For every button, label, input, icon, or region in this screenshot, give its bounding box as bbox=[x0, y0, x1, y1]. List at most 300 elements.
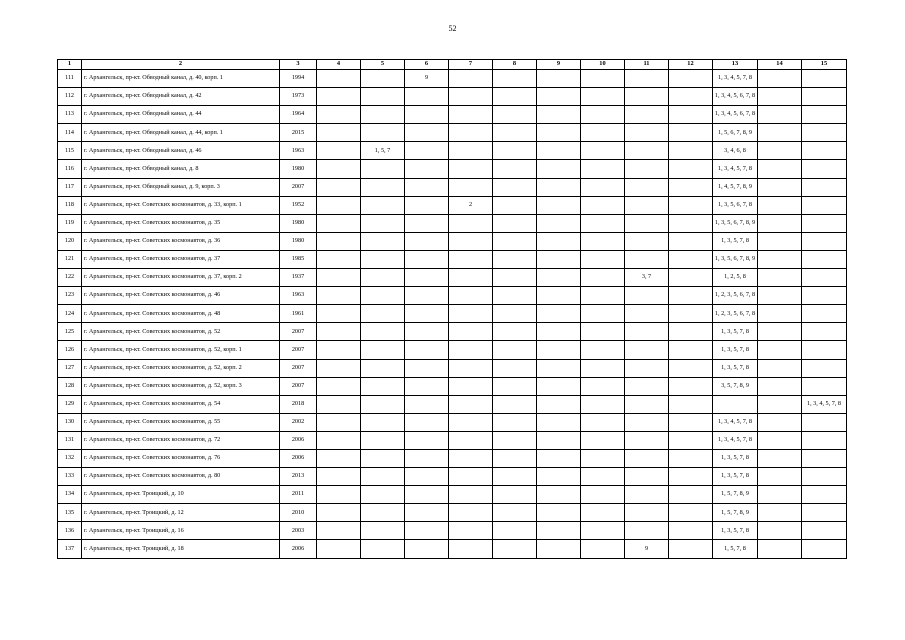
table-cell bbox=[625, 160, 669, 178]
table-cell bbox=[449, 88, 493, 106]
table-cell bbox=[758, 504, 802, 522]
table-cell bbox=[317, 341, 361, 359]
table-cell bbox=[405, 522, 449, 540]
table-cell: 3, 4, 6, 8 bbox=[713, 142, 758, 160]
table-cell bbox=[317, 214, 361, 232]
address-cell: г. Архангельск, пр-кт. Обводный канал, д. 44, корп. 1 bbox=[82, 124, 280, 142]
table-cell bbox=[449, 142, 493, 160]
header-row bbox=[58, 60, 847, 70]
table-cell bbox=[449, 522, 493, 540]
table-cell bbox=[493, 250, 537, 268]
table-cell bbox=[669, 395, 713, 413]
year-cell: 2007 bbox=[280, 323, 317, 341]
table-cell bbox=[361, 449, 405, 467]
table-cell bbox=[802, 287, 847, 305]
table-cell bbox=[493, 124, 537, 142]
table-cell bbox=[758, 413, 802, 431]
table-cell bbox=[625, 504, 669, 522]
table-cell bbox=[361, 269, 405, 287]
table-cell bbox=[449, 70, 493, 88]
table-cell bbox=[405, 124, 449, 142]
table-body bbox=[58, 70, 847, 559]
table-cell bbox=[537, 287, 581, 305]
table-row bbox=[58, 395, 847, 413]
table-cell bbox=[802, 232, 847, 250]
table-cell bbox=[537, 88, 581, 106]
year-cell: 1985 bbox=[280, 250, 317, 268]
table-cell bbox=[758, 395, 802, 413]
address-cell: г. Архангельск, пр-кт. Троицкий, д. 12 bbox=[82, 504, 280, 522]
table-cell bbox=[625, 250, 669, 268]
table-cell bbox=[625, 70, 669, 88]
row-number-cell: 136 bbox=[58, 522, 82, 540]
table-cell bbox=[537, 341, 581, 359]
table-cell: 1, 3, 4, 5, 6, 7, 8 bbox=[713, 106, 758, 124]
row-number-cell: 115 bbox=[58, 142, 82, 160]
table-cell bbox=[669, 413, 713, 431]
year-cell: 1973 bbox=[280, 88, 317, 106]
table-row bbox=[58, 287, 847, 305]
row-number-cell: 134 bbox=[58, 486, 82, 504]
table-cell bbox=[537, 178, 581, 196]
address-cell: г. Архангельск, пр-кт. Советских космонавтов, д. 54 bbox=[82, 395, 280, 413]
table-cell bbox=[625, 395, 669, 413]
address-cell: г. Архангельск, пр-кт. Обводный канал, д. 42 bbox=[82, 88, 280, 106]
table-cell: 1, 3, 5, 7, 8 bbox=[713, 468, 758, 486]
table-cell bbox=[802, 178, 847, 196]
address-cell: г. Архангельск, пр-кт. Троицкий, д. 16 bbox=[82, 522, 280, 540]
table-cell bbox=[581, 449, 625, 467]
address-cell: г. Архангельск, пр-кт. Советских космонавтов, д. 52, корп. 1 bbox=[82, 341, 280, 359]
table-cell bbox=[537, 504, 581, 522]
table-cell bbox=[537, 377, 581, 395]
table-row bbox=[58, 449, 847, 467]
table-cell bbox=[537, 214, 581, 232]
table-cell: 1, 2, 3, 5, 6, 7, 8 bbox=[713, 305, 758, 323]
table-cell bbox=[802, 124, 847, 142]
table-row bbox=[58, 142, 847, 160]
table-cell bbox=[405, 287, 449, 305]
table-cell bbox=[758, 522, 802, 540]
table-cell bbox=[802, 250, 847, 268]
table-cell bbox=[361, 395, 405, 413]
year-cell: 1952 bbox=[280, 196, 317, 214]
year-cell: 2007 bbox=[280, 178, 317, 196]
row-number-cell: 111 bbox=[58, 70, 82, 88]
table-cell: 1, 3, 5, 6, 7, 8 bbox=[713, 196, 758, 214]
table-cell bbox=[317, 124, 361, 142]
table-cell bbox=[317, 449, 361, 467]
row-number-cell: 116 bbox=[58, 160, 82, 178]
table-cell bbox=[581, 341, 625, 359]
table-cell bbox=[625, 232, 669, 250]
table-cell bbox=[669, 431, 713, 449]
table-cell bbox=[405, 504, 449, 522]
address-cell: г. Архангельск, пр-кт. Обводный канал, д. 44 bbox=[82, 106, 280, 124]
table-cell bbox=[317, 106, 361, 124]
table-cell bbox=[758, 124, 802, 142]
row-number-cell: 114 bbox=[58, 124, 82, 142]
row-number-cell: 125 bbox=[58, 323, 82, 341]
table-cell bbox=[361, 413, 405, 431]
table-cell bbox=[581, 232, 625, 250]
table-cell bbox=[581, 540, 625, 558]
table-cell bbox=[449, 486, 493, 504]
table-cell bbox=[581, 124, 625, 142]
table-cell bbox=[493, 232, 537, 250]
table-cell bbox=[537, 250, 581, 268]
table-cell bbox=[625, 468, 669, 486]
column-header-5: 5 bbox=[361, 60, 405, 70]
table-row bbox=[58, 232, 847, 250]
address-cell: г. Архангельск, пр-кт. Обводный канал, д. 8 bbox=[82, 160, 280, 178]
table-cell bbox=[581, 486, 625, 504]
table-cell bbox=[802, 504, 847, 522]
table-cell bbox=[405, 323, 449, 341]
column-header-11: 11 bbox=[625, 60, 669, 70]
table-cell bbox=[758, 341, 802, 359]
table-cell bbox=[625, 323, 669, 341]
table-cell bbox=[405, 359, 449, 377]
table-cell bbox=[317, 232, 361, 250]
address-cell: г. Архангельск, пр-кт. Советских космонавтов, д. 33, корп. 1 bbox=[82, 196, 280, 214]
table-cell bbox=[537, 395, 581, 413]
table-cell bbox=[625, 377, 669, 395]
row-number-cell: 127 bbox=[58, 359, 82, 377]
table-cell bbox=[758, 540, 802, 558]
table-cell bbox=[802, 359, 847, 377]
table-cell bbox=[405, 196, 449, 214]
table-cell bbox=[361, 124, 405, 142]
table-cell bbox=[802, 341, 847, 359]
address-cell: г. Архангельск, пр-кт. Обводный канал, д. 40, корп. 1 bbox=[82, 70, 280, 88]
table-row bbox=[58, 160, 847, 178]
table-cell bbox=[625, 522, 669, 540]
year-cell: 2013 bbox=[280, 468, 317, 486]
table-cell bbox=[581, 250, 625, 268]
table-cell bbox=[537, 196, 581, 214]
column-header-15: 15 bbox=[802, 60, 847, 70]
table-cell bbox=[669, 468, 713, 486]
table-cell bbox=[581, 377, 625, 395]
table-cell bbox=[581, 504, 625, 522]
table-cell bbox=[493, 142, 537, 160]
table-cell bbox=[581, 214, 625, 232]
column-header-7: 7 bbox=[449, 60, 493, 70]
table-cell bbox=[317, 178, 361, 196]
table-cell bbox=[449, 341, 493, 359]
table-cell bbox=[625, 431, 669, 449]
table-cell bbox=[537, 540, 581, 558]
table-cell bbox=[581, 323, 625, 341]
address-cell: г. Архангельск, пр-кт. Советских космонавтов, д. 37, корп. 2 bbox=[82, 269, 280, 287]
table-cell bbox=[493, 178, 537, 196]
table-cell bbox=[581, 431, 625, 449]
page-number: 52 bbox=[448, 24, 457, 33]
table-cell bbox=[405, 431, 449, 449]
table-cell bbox=[361, 377, 405, 395]
table-cell bbox=[758, 486, 802, 504]
table-cell bbox=[581, 395, 625, 413]
table-cell bbox=[802, 106, 847, 124]
table-row bbox=[58, 178, 847, 196]
column-header-1: 1 bbox=[58, 60, 82, 70]
column-header-2: 2 bbox=[82, 60, 280, 70]
table-cell bbox=[802, 377, 847, 395]
table-row bbox=[58, 341, 847, 359]
table-cell: 1, 3, 4, 5, 7, 8 bbox=[713, 413, 758, 431]
table-cell bbox=[449, 395, 493, 413]
table-cell: 1, 5, 7, 8, 9 bbox=[713, 486, 758, 504]
year-cell: 2006 bbox=[280, 540, 317, 558]
table-row bbox=[58, 540, 847, 558]
table-cell: 3, 5, 7, 8, 9 bbox=[713, 377, 758, 395]
year-cell: 2015 bbox=[280, 124, 317, 142]
table-cell bbox=[361, 323, 405, 341]
table-cell bbox=[317, 250, 361, 268]
table-cell bbox=[625, 106, 669, 124]
address-cell: г. Архангельск, пр-кт. Советских космонавтов, д. 48 bbox=[82, 305, 280, 323]
table-cell: 1, 3, 5, 6, 7, 8, 9 bbox=[713, 214, 758, 232]
table-cell bbox=[581, 305, 625, 323]
table-cell bbox=[669, 522, 713, 540]
table-cell bbox=[493, 106, 537, 124]
table-cell bbox=[669, 341, 713, 359]
table-cell bbox=[581, 413, 625, 431]
table-row bbox=[58, 504, 847, 522]
table-cell bbox=[493, 287, 537, 305]
table-cell bbox=[537, 413, 581, 431]
table-cell bbox=[537, 305, 581, 323]
table-cell bbox=[405, 106, 449, 124]
table-cell bbox=[802, 323, 847, 341]
table-cell bbox=[493, 468, 537, 486]
table-cell bbox=[405, 160, 449, 178]
table-cell bbox=[317, 88, 361, 106]
table-cell bbox=[802, 142, 847, 160]
table-cell bbox=[493, 431, 537, 449]
table-cell bbox=[758, 178, 802, 196]
year-cell: 2006 bbox=[280, 449, 317, 467]
row-number-cell: 135 bbox=[58, 504, 82, 522]
table-cell bbox=[758, 305, 802, 323]
table-cell: 1, 3, 5, 7, 8 bbox=[713, 522, 758, 540]
table-cell bbox=[758, 142, 802, 160]
year-cell: 2003 bbox=[280, 522, 317, 540]
table-cell: 1, 3, 4, 5, 7, 8 bbox=[802, 395, 847, 413]
table-cell bbox=[758, 160, 802, 178]
table-cell bbox=[758, 269, 802, 287]
table-cell bbox=[493, 413, 537, 431]
table-cell bbox=[449, 232, 493, 250]
table-cell bbox=[317, 196, 361, 214]
table-cell bbox=[537, 160, 581, 178]
table-cell bbox=[449, 178, 493, 196]
table-cell bbox=[361, 287, 405, 305]
table-cell bbox=[449, 413, 493, 431]
table-cell bbox=[317, 413, 361, 431]
table-cell bbox=[581, 196, 625, 214]
table-cell bbox=[449, 449, 493, 467]
column-header-10: 10 bbox=[581, 60, 625, 70]
row-number-cell: 112 bbox=[58, 88, 82, 106]
table-cell bbox=[317, 160, 361, 178]
table-cell bbox=[581, 522, 625, 540]
table-cell bbox=[669, 287, 713, 305]
table-cell bbox=[669, 540, 713, 558]
year-cell: 1980 bbox=[280, 214, 317, 232]
year-cell: 2002 bbox=[280, 413, 317, 431]
table-cell bbox=[581, 287, 625, 305]
table-cell bbox=[361, 359, 405, 377]
table-cell: 1, 3, 4, 5, 7, 8 bbox=[713, 431, 758, 449]
address-cell: г. Архангельск, пр-кт. Советских космонавтов, д. 52 bbox=[82, 323, 280, 341]
table-cell bbox=[802, 449, 847, 467]
year-cell: 2011 bbox=[280, 486, 317, 504]
row-number-cell: 113 bbox=[58, 106, 82, 124]
table-cell bbox=[758, 88, 802, 106]
table-cell: 1, 3, 5, 7, 8 bbox=[713, 232, 758, 250]
column-header-4: 4 bbox=[317, 60, 361, 70]
table-row bbox=[58, 486, 847, 504]
table-cell bbox=[449, 305, 493, 323]
table-cell bbox=[537, 232, 581, 250]
row-number-cell: 133 bbox=[58, 468, 82, 486]
table-cell bbox=[317, 142, 361, 160]
row-number-cell: 118 bbox=[58, 196, 82, 214]
table-cell bbox=[581, 88, 625, 106]
table-cell bbox=[581, 178, 625, 196]
table-cell bbox=[449, 504, 493, 522]
row-number-cell: 121 bbox=[58, 250, 82, 268]
year-cell: 1964 bbox=[280, 106, 317, 124]
table-cell bbox=[493, 522, 537, 540]
table-cell bbox=[537, 142, 581, 160]
row-number-cell: 137 bbox=[58, 540, 82, 558]
table-cell bbox=[405, 88, 449, 106]
table-header bbox=[58, 60, 847, 70]
address-cell: г. Архангельск, пр-кт. Обводный канал, д. 9, корп. 3 bbox=[82, 178, 280, 196]
table-cell bbox=[493, 70, 537, 88]
table-row bbox=[58, 323, 847, 341]
table-cell bbox=[625, 178, 669, 196]
table-row bbox=[58, 214, 847, 232]
table-cell bbox=[361, 214, 405, 232]
table-cell bbox=[537, 323, 581, 341]
table-cell bbox=[625, 214, 669, 232]
row-number-cell: 130 bbox=[58, 413, 82, 431]
table-cell bbox=[758, 214, 802, 232]
table-cell bbox=[669, 214, 713, 232]
table-cell: 1, 4, 5, 7, 8, 9 bbox=[713, 178, 758, 196]
table-cell bbox=[317, 269, 361, 287]
table-cell bbox=[493, 486, 537, 504]
row-number-cell: 126 bbox=[58, 341, 82, 359]
table-row bbox=[58, 70, 847, 88]
table-cell bbox=[493, 160, 537, 178]
table-cell bbox=[669, 486, 713, 504]
table-cell bbox=[493, 449, 537, 467]
table-cell bbox=[802, 305, 847, 323]
table-cell bbox=[361, 522, 405, 540]
row-number-cell: 124 bbox=[58, 305, 82, 323]
table-cell bbox=[493, 377, 537, 395]
table-cell bbox=[361, 486, 405, 504]
table-cell bbox=[361, 196, 405, 214]
address-cell: г. Архангельск, пр-кт. Советских космонавтов, д. 52, корп. 3 bbox=[82, 377, 280, 395]
address-cell: г. Архангельск, пр-кт. Обводный канал, д. 46 bbox=[82, 142, 280, 160]
table-cell bbox=[449, 377, 493, 395]
address-cell: г. Архангельск, пр-кт. Советских космонавтов, д. 52, корп. 2 bbox=[82, 359, 280, 377]
table-cell bbox=[581, 359, 625, 377]
table-cell bbox=[758, 359, 802, 377]
table-row bbox=[58, 359, 847, 377]
table-cell bbox=[537, 269, 581, 287]
table-cell bbox=[802, 196, 847, 214]
table-cell bbox=[449, 323, 493, 341]
year-cell: 1963 bbox=[280, 142, 317, 160]
table-cell bbox=[537, 106, 581, 124]
table-cell bbox=[625, 124, 669, 142]
year-cell: 1937 bbox=[280, 269, 317, 287]
table-cell bbox=[317, 522, 361, 540]
table-cell bbox=[802, 486, 847, 504]
table-cell bbox=[669, 232, 713, 250]
table-cell bbox=[405, 269, 449, 287]
table-cell bbox=[669, 106, 713, 124]
table-cell bbox=[581, 160, 625, 178]
column-header-9: 9 bbox=[537, 60, 581, 70]
table-cell bbox=[493, 395, 537, 413]
table-cell bbox=[361, 468, 405, 486]
table-cell bbox=[449, 287, 493, 305]
table-cell bbox=[758, 377, 802, 395]
table-cell bbox=[802, 468, 847, 486]
table-cell bbox=[625, 413, 669, 431]
table-cell bbox=[537, 449, 581, 467]
table-cell bbox=[625, 359, 669, 377]
table-cell bbox=[405, 305, 449, 323]
table-cell bbox=[361, 540, 405, 558]
table-row bbox=[58, 250, 847, 268]
table-cell: 1, 3, 4, 5, 7, 8 bbox=[713, 160, 758, 178]
table-cell bbox=[758, 449, 802, 467]
table-cell bbox=[758, 250, 802, 268]
table-cell bbox=[493, 305, 537, 323]
table-cell bbox=[317, 468, 361, 486]
table-cell bbox=[405, 395, 449, 413]
column-header-13: 13 bbox=[713, 60, 758, 70]
address-cell: г. Архангельск, пр-кт. Советских космонавтов, д. 46 bbox=[82, 287, 280, 305]
table-cell bbox=[625, 341, 669, 359]
table-cell bbox=[802, 269, 847, 287]
table-cell bbox=[405, 468, 449, 486]
table-cell bbox=[493, 359, 537, 377]
table-cell bbox=[493, 269, 537, 287]
column-header-14: 14 bbox=[758, 60, 802, 70]
table-cell bbox=[625, 88, 669, 106]
table-cell: 1, 3, 4, 5, 7, 8 bbox=[713, 70, 758, 88]
table-cell bbox=[317, 287, 361, 305]
table-cell bbox=[625, 196, 669, 214]
table-cell bbox=[449, 269, 493, 287]
table-cell bbox=[449, 431, 493, 449]
table-cell bbox=[493, 341, 537, 359]
year-cell: 1994 bbox=[280, 70, 317, 88]
table-row bbox=[58, 431, 847, 449]
table-row bbox=[58, 413, 847, 431]
address-cell: г. Архангельск, пр-кт. Советских космонавтов, д. 35 bbox=[82, 214, 280, 232]
